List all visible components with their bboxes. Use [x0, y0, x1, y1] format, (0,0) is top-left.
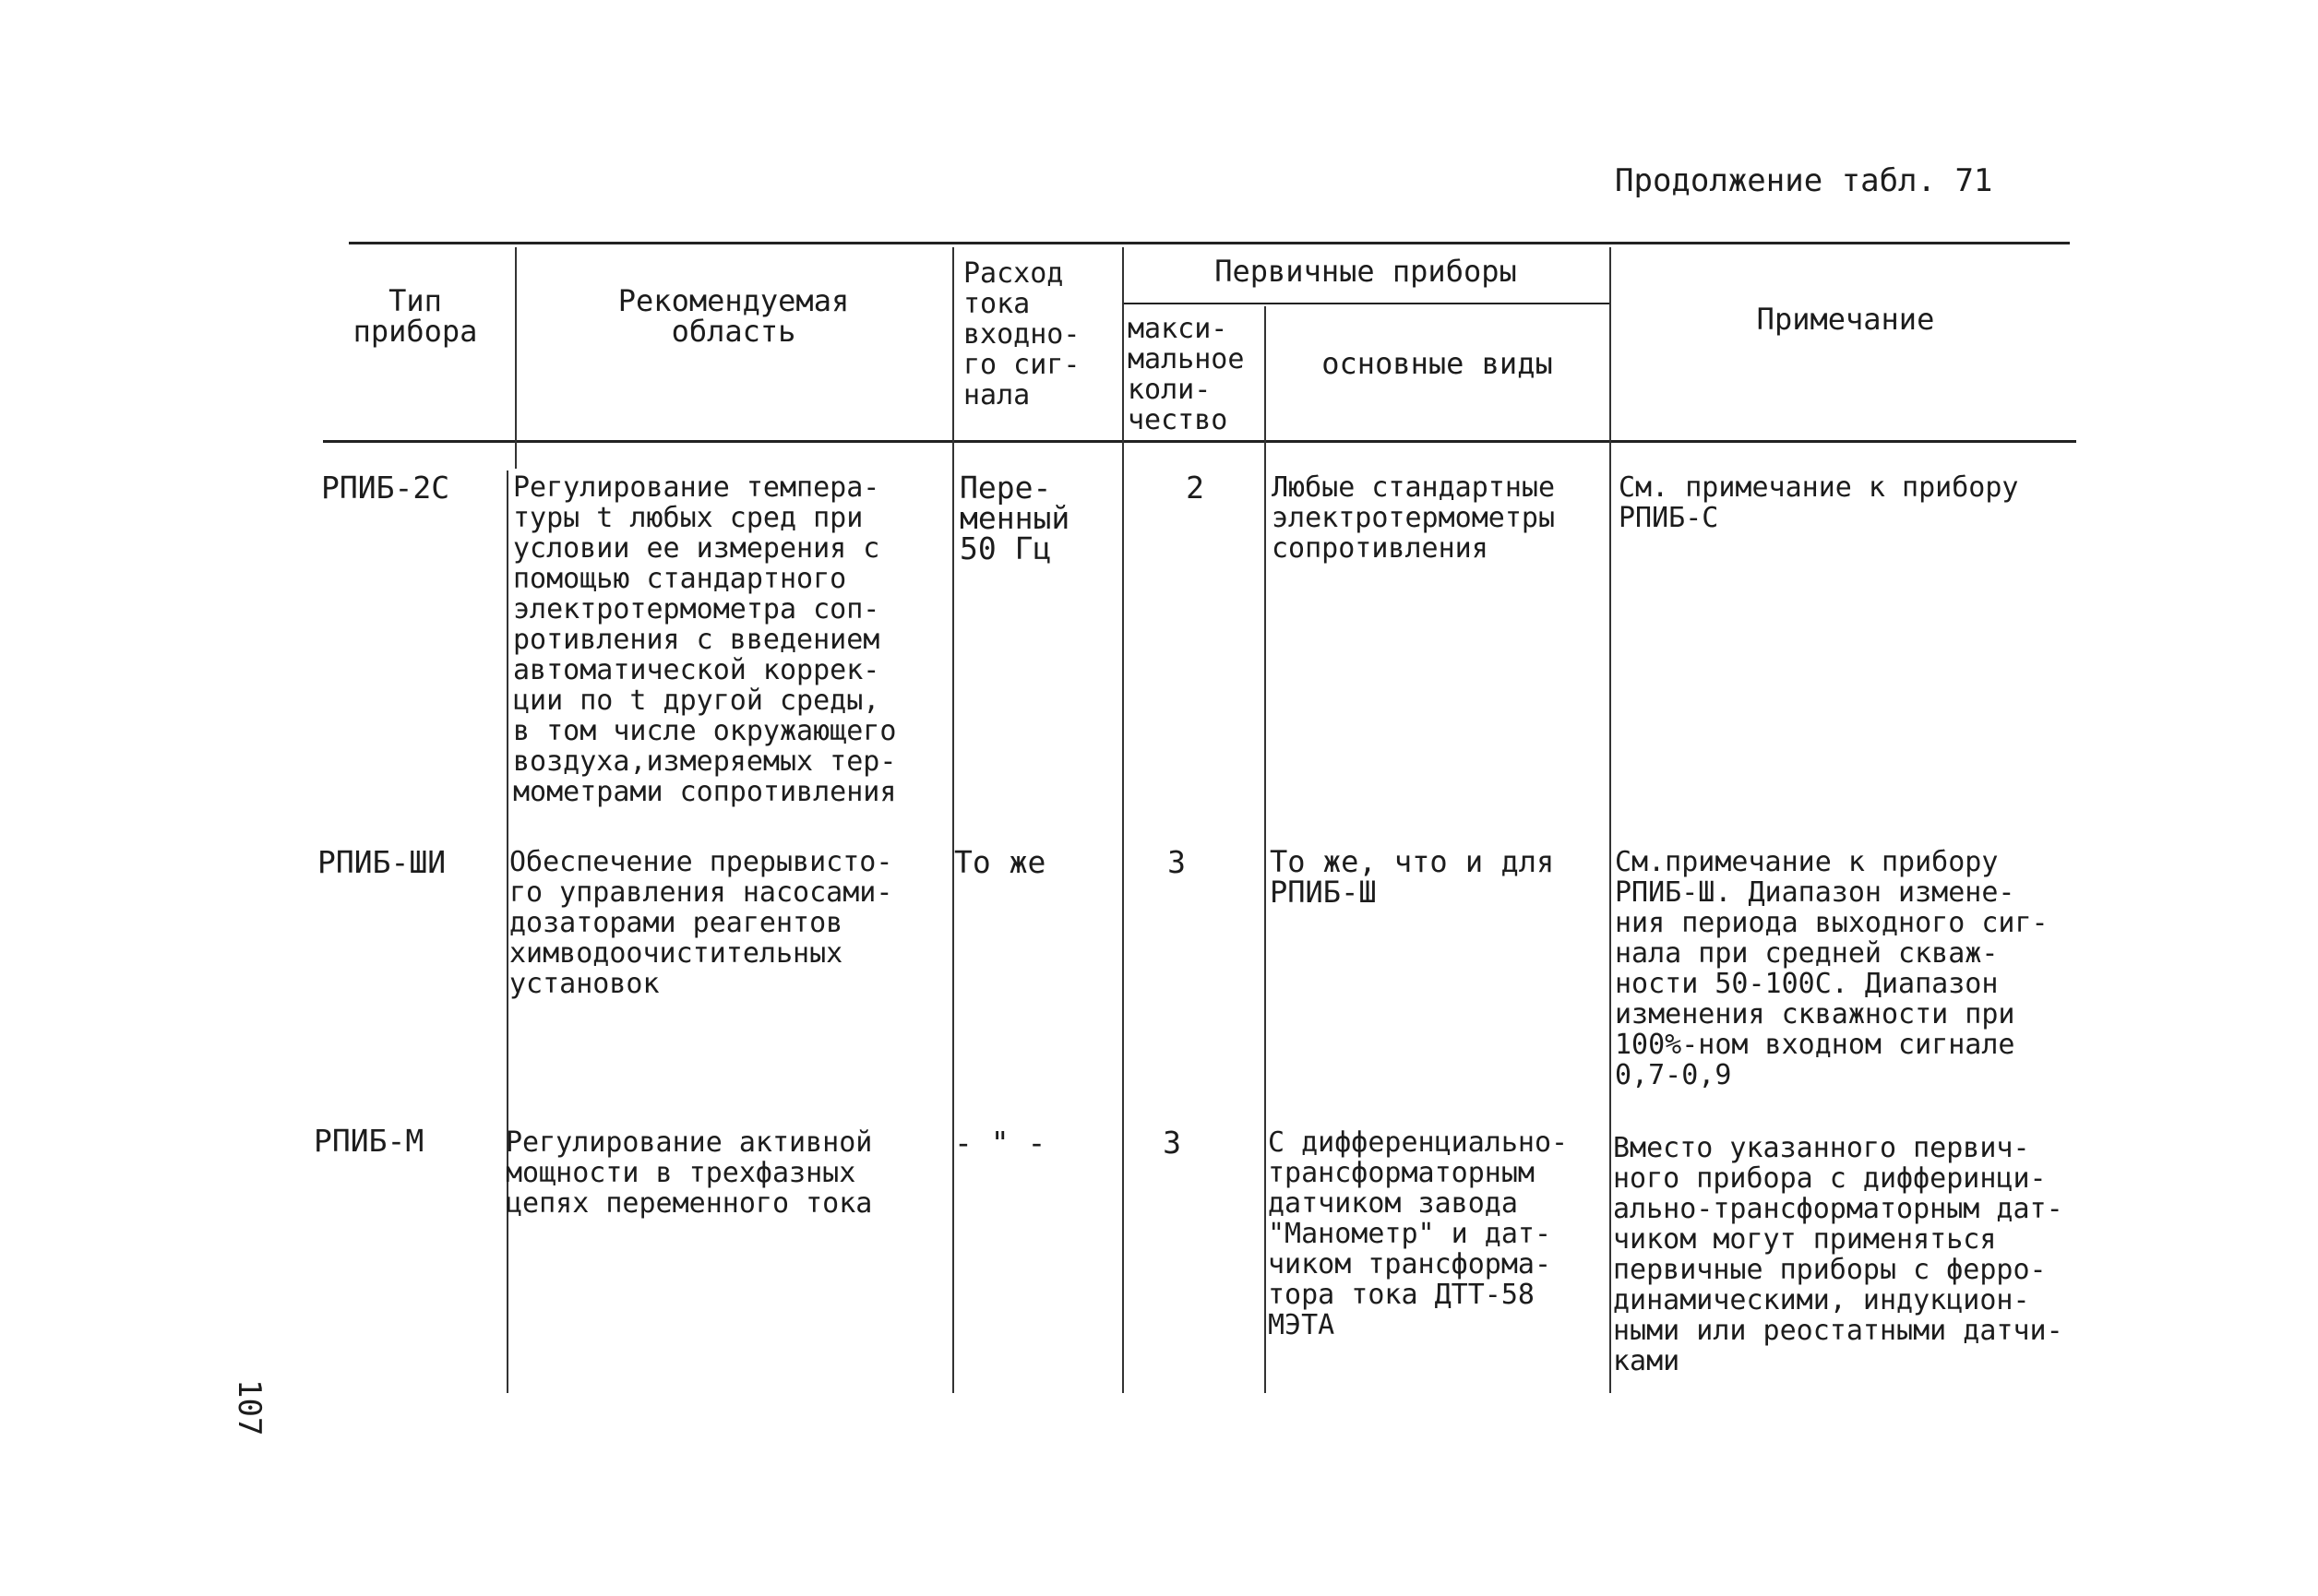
- row2-qty: 3: [1167, 844, 1186, 880]
- header-bottom-rule: [323, 440, 2076, 443]
- table-caption: Продолжение табл. 71: [1615, 162, 1993, 199]
- row1-flow: Пере- менный 50 Гц: [960, 470, 1070, 566]
- row1-area: Регулирование темпера- туры t любых сред при условии ее измерения с помощью стандартного электротермометра соп- ротивления с введением автоматической коррек- ции по t другой среды, в том числе окружающего воздуха,измеряемых тер- мометрами сопротивления: [513, 471, 897, 808]
- row2-note: См.примечание к прибору РПИБ-Ш. Диапазон измене- ния периода выходного сиг- нала при средней скваж- ности 50-100С. Диапазон изменения скважности при 100%-ном входном сигнале 0,7-0,9: [1615, 846, 2049, 1091]
- row2-flow: То же: [954, 844, 1046, 880]
- column-divider-1: [515, 247, 517, 469]
- row3-main: С дифференциально- трансформаторным датчиком завода "Манометр" и дат- чиком трансформа- тора тока ДТТ-58 МЭТА: [1268, 1126, 1569, 1341]
- row1-qty: 2: [1186, 470, 1204, 506]
- row3-flow: - " -: [954, 1125, 1046, 1161]
- row1-main: Любые стандартные электротермометры сопротивления: [1272, 471, 1556, 565]
- column-divider-3: [1122, 247, 1124, 1393]
- row1-note: См. примечание к прибору РПИБ-С: [1619, 471, 2019, 534]
- row3-note: Вместо указанного первич- ного прибора с дифферинци- ально-трансформаторным дат- чиком могут применяться первичные приборы с ферро- динамическими, индукцион- ными или реостатными датчи- ками: [1613, 1132, 2063, 1377]
- column-divider-4: [1264, 306, 1266, 1393]
- column-divider-2: [952, 247, 954, 1393]
- page-number: 107: [231, 1379, 268, 1436]
- row3-type: РПИБ-М: [314, 1123, 424, 1159]
- primary-devices-rule: [1122, 303, 1609, 304]
- column-divider-1: [507, 470, 508, 1393]
- row2-type: РПИБ-ШИ: [317, 844, 447, 880]
- header-max-qty: макси- мальное коли- чество: [1128, 313, 1245, 436]
- row3-qty: 3: [1163, 1125, 1181, 1161]
- row1-type: РПИБ-2С: [321, 470, 450, 506]
- row2-main: То же, что и для РПИБ-Ш: [1270, 844, 1555, 910]
- row2-area: Обеспечение прерывисто- го управления насосами- дозаторами реагентов химводоочистительных установок: [509, 846, 893, 1000]
- header-primary-devices: Первичные приборы: [1214, 254, 1517, 289]
- header-area: Рекомендуемая область: [617, 283, 850, 349]
- header-type: Тип прибора: [352, 283, 478, 349]
- table-top-rule: [349, 242, 2070, 244]
- column-divider-5: [1609, 247, 1611, 1393]
- header-flow: Расход тока входно- го сиг- нала: [963, 257, 1081, 411]
- header-note: Примечание: [1756, 302, 1935, 337]
- row3-area: Регулирование активной мощности в трехфазных цепях переменного тока: [506, 1126, 873, 1220]
- header-main-types: основные виды: [1321, 346, 1553, 381]
